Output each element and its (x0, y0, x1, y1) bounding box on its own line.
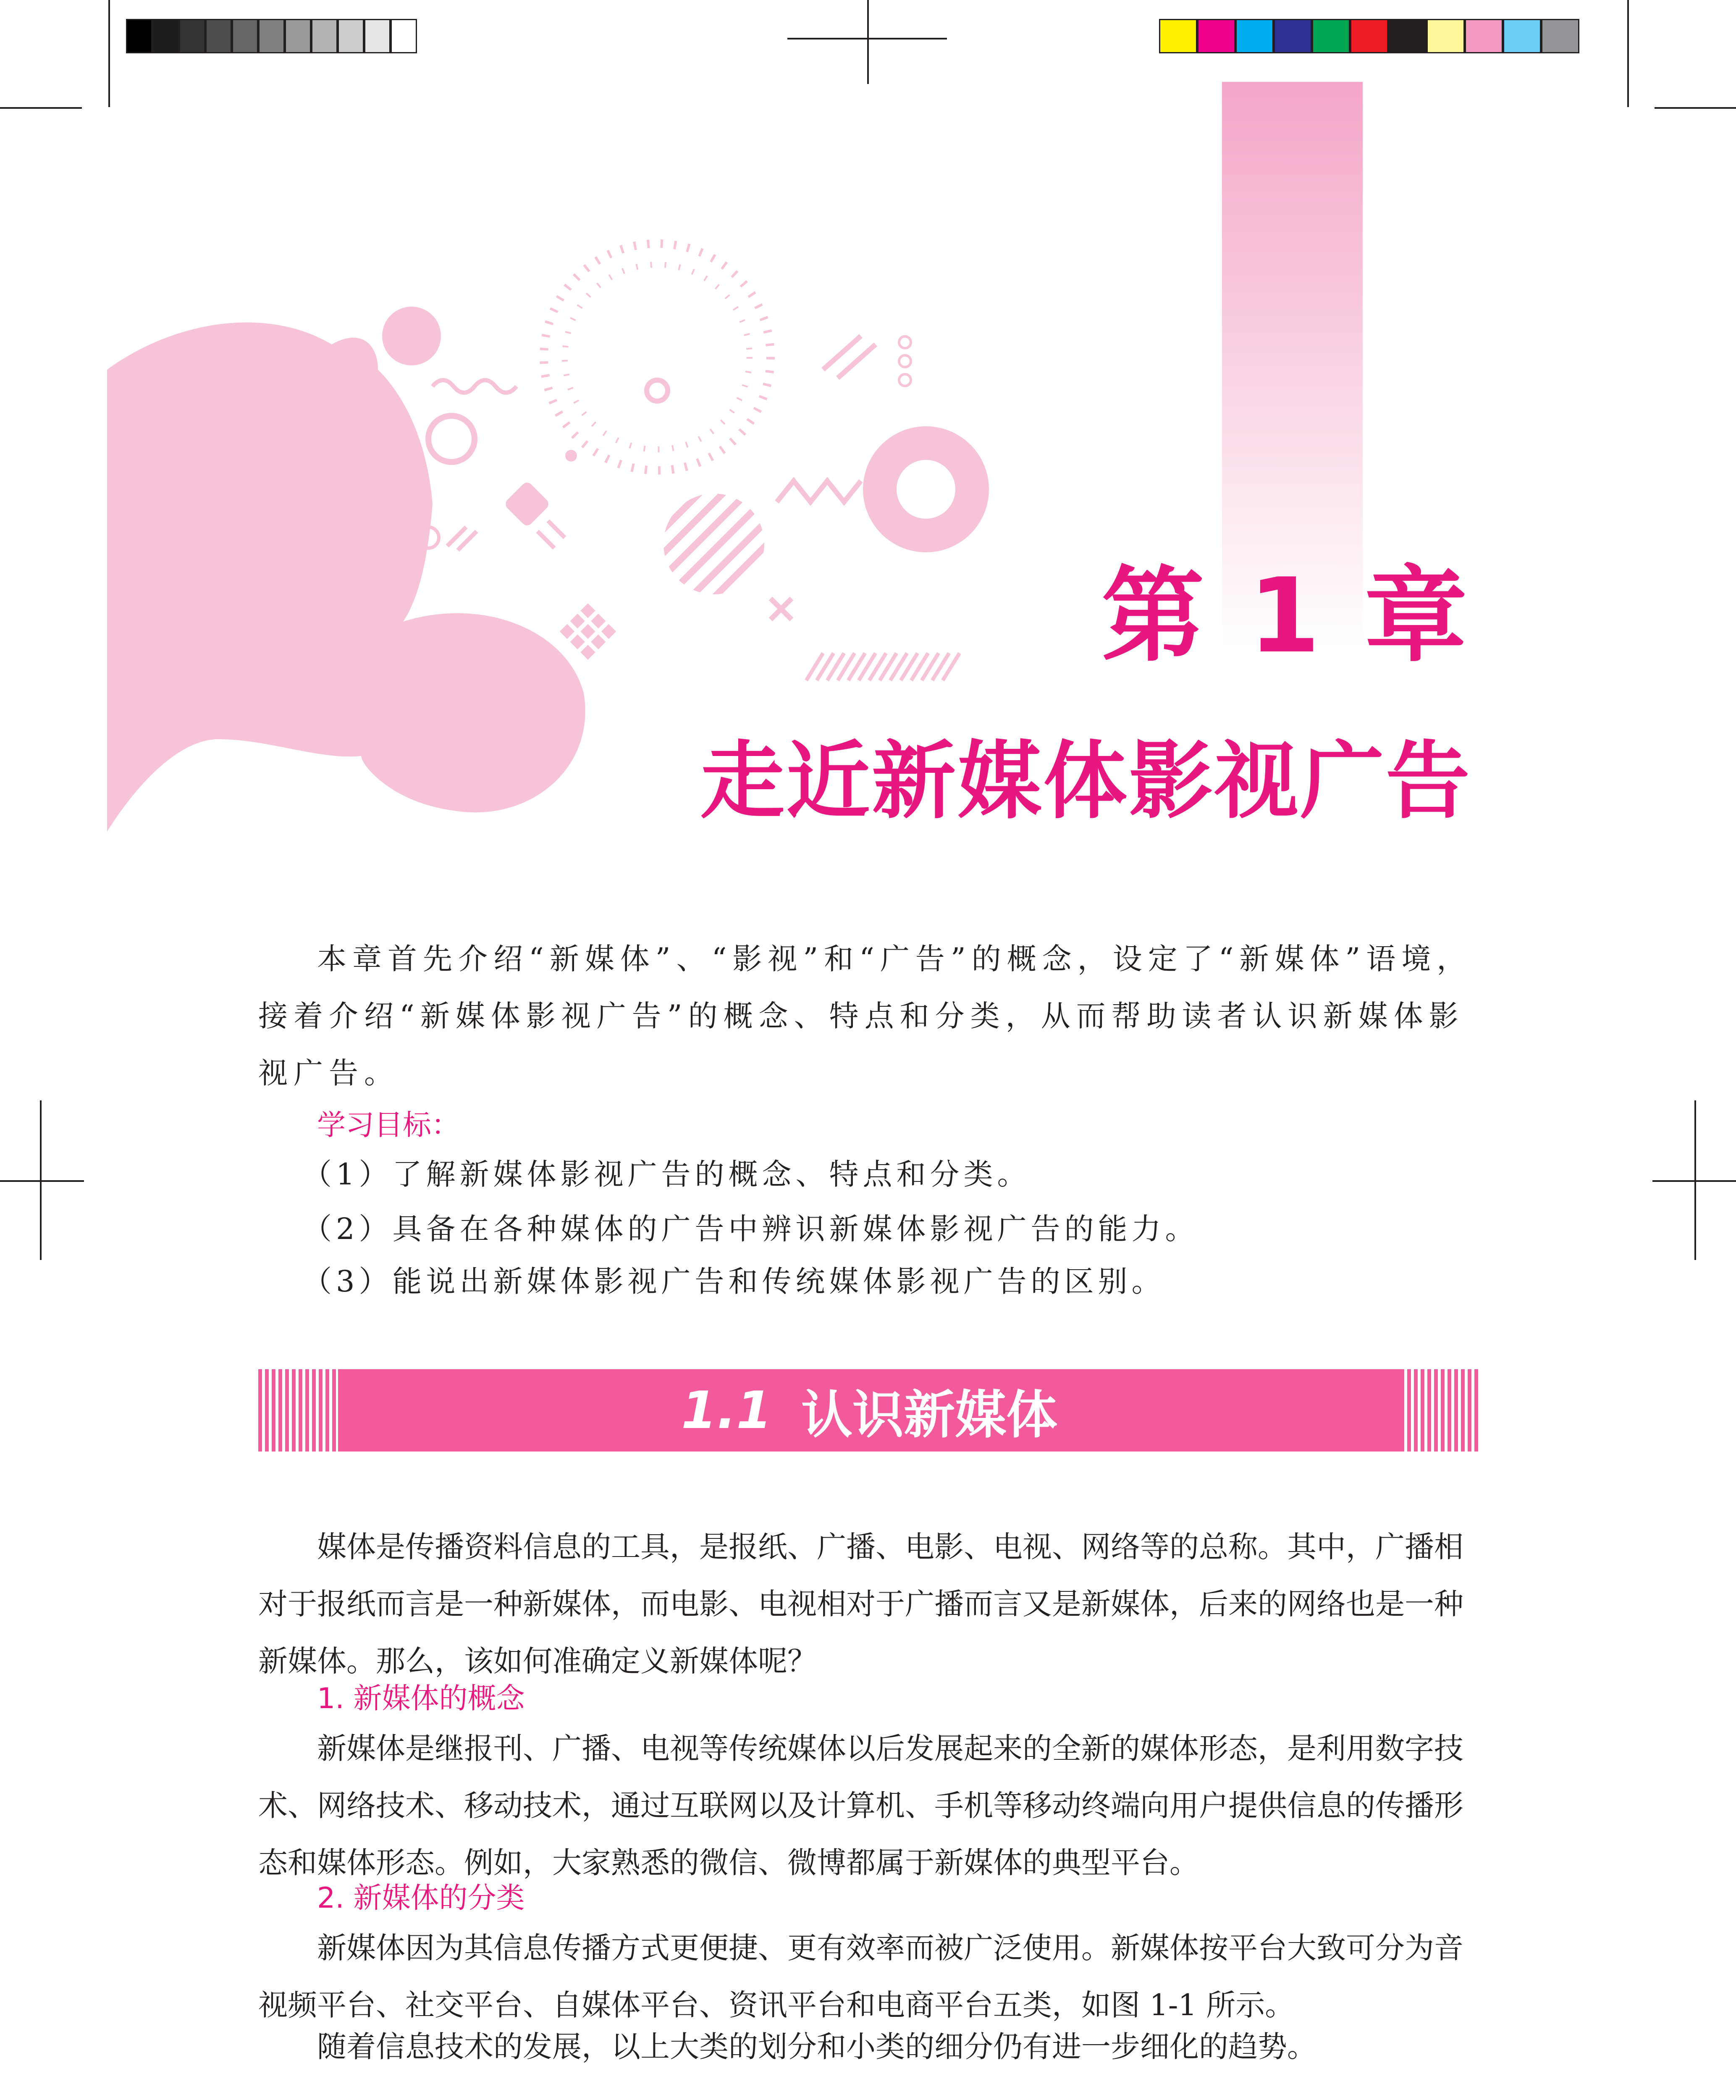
body-paragraph: 媒体是传播资料信息的工具，是报纸、广播、电影、电视、网络等的总称。其中，广播相对于报纸而言是一种新媒体，而电影、电视相对于广播而言又是新媒体，后来的网络也是一种新媒体。那么，该如何准确定义新媒体呢？ (258, 1530, 1463, 1678)
crop-mark-left-middle-h (0, 1180, 84, 1182)
pink-blob (107, 323, 585, 832)
cross (771, 598, 792, 620)
slashes (823, 336, 876, 378)
intro-paragraph: 本章首先介绍“新媒体”、“影视”和“广告”的概念，设定了“新媒体”语境，接着介绍“新媒体影视广告”的概念、特点和分类，从而帮助读者认识新媒体影视广告。 (258, 942, 1472, 1090)
crop-mark-right-middle-h (1652, 1180, 1736, 1182)
subheading-classification: 2. 新媒体的分类 (317, 1882, 525, 1915)
body-paragraph: 新媒体因为其信息传播方式更便捷、更有效率而被广泛使用。新媒体按平台大致可分为音视频平台、社交平台、自媒体平台、资讯平台和电商平台五类，如图 1-1 所示。 (258, 1931, 1463, 2022)
zigzag (777, 481, 861, 502)
ring (428, 416, 475, 462)
donut (880, 443, 972, 536)
section-banner (258, 1369, 1480, 1452)
chapter-title: 走近新媒体影视广告 (700, 732, 1471, 830)
subheading-concept: 1. 新媒体的概念 (317, 1682, 525, 1715)
section-heading (258, 1369, 1480, 1452)
body-paragraph: 随着信息技术的发展，以上大类的划分和小类的细分仍有进一步细化的趋势。 (317, 2029, 1316, 2064)
body-paragraph: 新媒体是继报刊、广播、电视等传统媒体以后发展起来的全新的媒体形态，是利用数字技术、网络技术、移动技术，通过互联网以及计算机、手机等移动终端向用户提供信息的传播形态和媒体形态。例如，大家熟悉的微信、微博都属于新媒体的典型平台。 (258, 1731, 1463, 1880)
dotted-circle (544, 244, 771, 470)
section-title: 认识新媒体 (801, 1385, 1058, 1445)
objectives-heading: 学习目标： (317, 1109, 460, 1142)
striped-circle (663, 494, 764, 594)
wavy-line (433, 380, 517, 393)
striped-bar (806, 653, 960, 680)
section-number: 1.1 (681, 1381, 772, 1440)
checker-diamond (560, 603, 616, 659)
diamond (503, 480, 551, 528)
objective-item: （3）能说出新媒体影视广告和传统媒体影视广告的区别。 (302, 1264, 1165, 1299)
objective-item: （1）了解新媒体影视广告的概念、特点和分类。 (302, 1157, 1031, 1192)
objective-item: （2）具备在各种媒体的广告中辨识新媒体影视广告的能力。 (302, 1212, 1199, 1246)
chapter-number: 第 1 章 (1101, 556, 1471, 676)
